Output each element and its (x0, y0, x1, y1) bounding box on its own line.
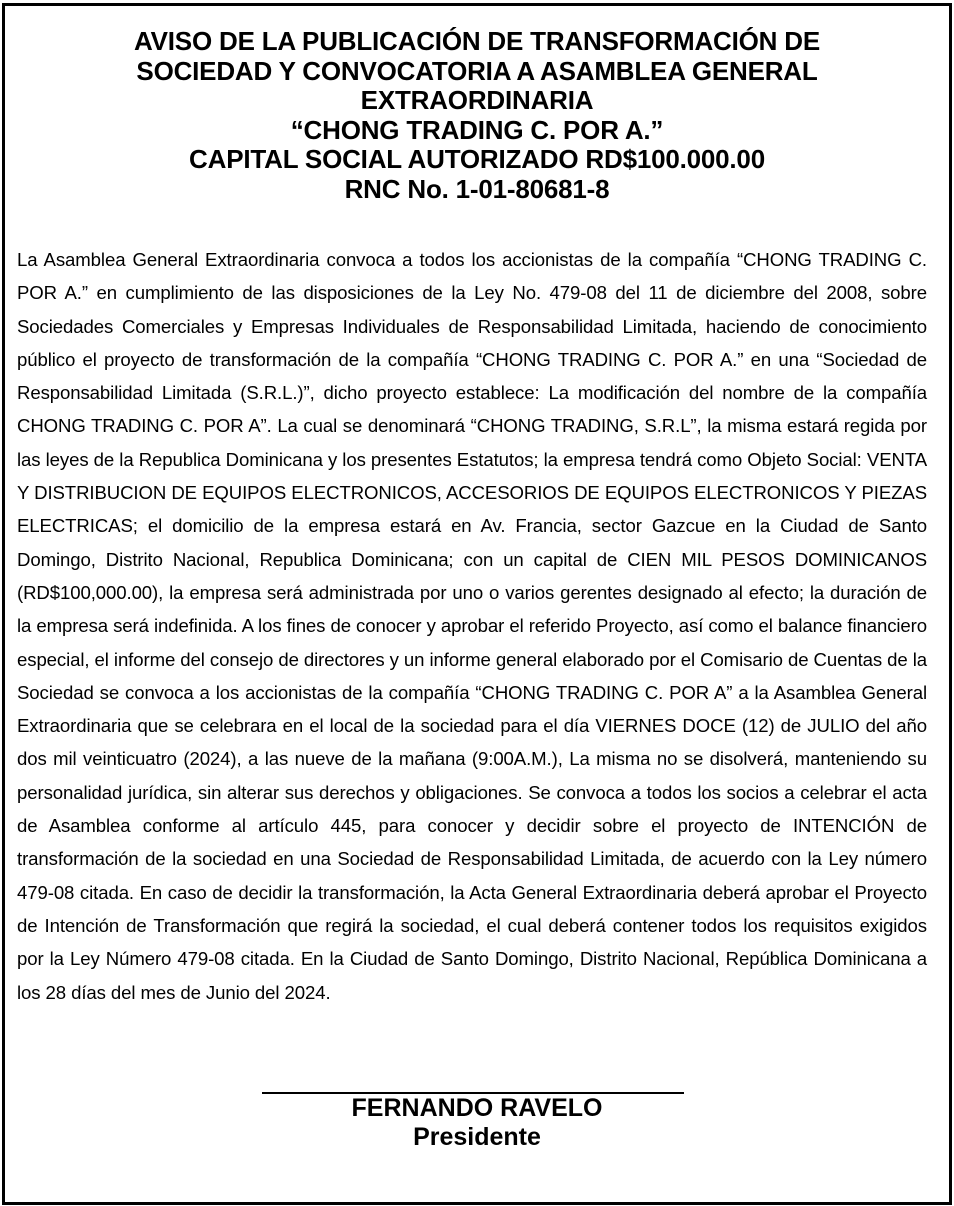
rnc-number: RNC No. 1-01-80681-8 (344, 173, 610, 204)
notice-body: La Asamblea General Extraordinaria convoca a todos los accionistas de la compañía “CHONG TRADING C. POR A.” en cumplimiento de las disposiciones de la Ley No. 479-08 del 11 de diciembre del 2008, sobre Sociedades Comerciales y Empresas Individuales de Responsabilidad Limitada, haciendo de conocimiento público el proyecto de transformación de la compañía “CHONG TRADING C. POR A.” en una “Sociedad de Responsabilidad Limitada (S.R.L.)”, dicho proyecto establece: La modificación del nombre de la compañía CHONG TRADING C. POR A”. La cual se denominará “CHONG TRADING, S.R.L”, la misma estará regida por las leyes de la Republica Dominicana y los presentes Estatutos; la empresa tendrá como Objeto Social: VENTA Y DISTRIBUCION DE EQUIPOS ELECTRONICOS, ACCESORIOS DE EQUIPOS ELECTRONICOS Y PIEZAS ELECTRICAS; el domicilio de la empresa estará en Av. Francia, sector Gazcue en la Ciudad de Santo Domingo, Distrito Nacional, Republica Dominicana; con un capital de CIEN MIL PESOS DOMINICANOS (RD$100,000.00), la empresa será administrada por uno o varios gerentes designado al efecto; la duración de la empresa será indefinida. A los fines de conocer y aprobar el referido Proyecto, así como el balance financiero especial, el informe del consejo de directores y un informe general elaborado por el Comisario de Cuentas de la Sociedad se convoca a los accionistas de la compañía “CHONG TRADING C. POR A” a la Asamblea General Extraordinaria que se celebrara en el local de la sociedad para el día VIERNES DOCE (12) de JULIO del año dos mil veinticuatro (2024), a las nueve de la mañana (9:00A.M.), La misma no se disolverá, manteniendo su personalidad jurídica, sin alterar sus derechos y obligaciones. Se convoca a todos los socios a celebrar el acta de Asamblea conforme al artículo 445, para conocer y decidir sobre el proyecto de INTENCIÓN de transformación de la sociedad en una Sociedad de Responsabilidad Limitada, de acuerdo con la Ley número 479-08 citada. En caso de decidir la transformación, la Acta General Extraordinaria deberá aprobar el Proyecto de Intención de Transformación que regirá la sociedad, el cual deberá contener todos los requisitos exigidos por la Ley Número 479-08 citada. En la Ciudad de Santo Domingo, Distrito Nacional, República Dominicana a los 28 días del mes de Junio del 2024. (17, 249, 927, 1003)
title-line-1: AVISO DE LA PUBLICACIÓN DE TRANSFORMACIÓN DE (134, 26, 820, 56)
signer-role: Presidente (413, 1123, 541, 1151)
notice-heading (0, 27, 954, 204)
title-line-2: SOCIEDAD Y CONVOCATORIA A ASAMBLEA GENERAL (136, 55, 818, 86)
authorized-capital: CAPITAL SOCIAL AUTORIZADO RD$100.000.00 (189, 144, 765, 174)
signer-name: FERNANDO RAVELO (351, 1094, 603, 1122)
company-name: “CHONG TRADING C. POR A.” (290, 114, 664, 145)
signature-block (0, 1094, 954, 1152)
title-line-3: EXTRAORDINARIA (360, 85, 594, 115)
